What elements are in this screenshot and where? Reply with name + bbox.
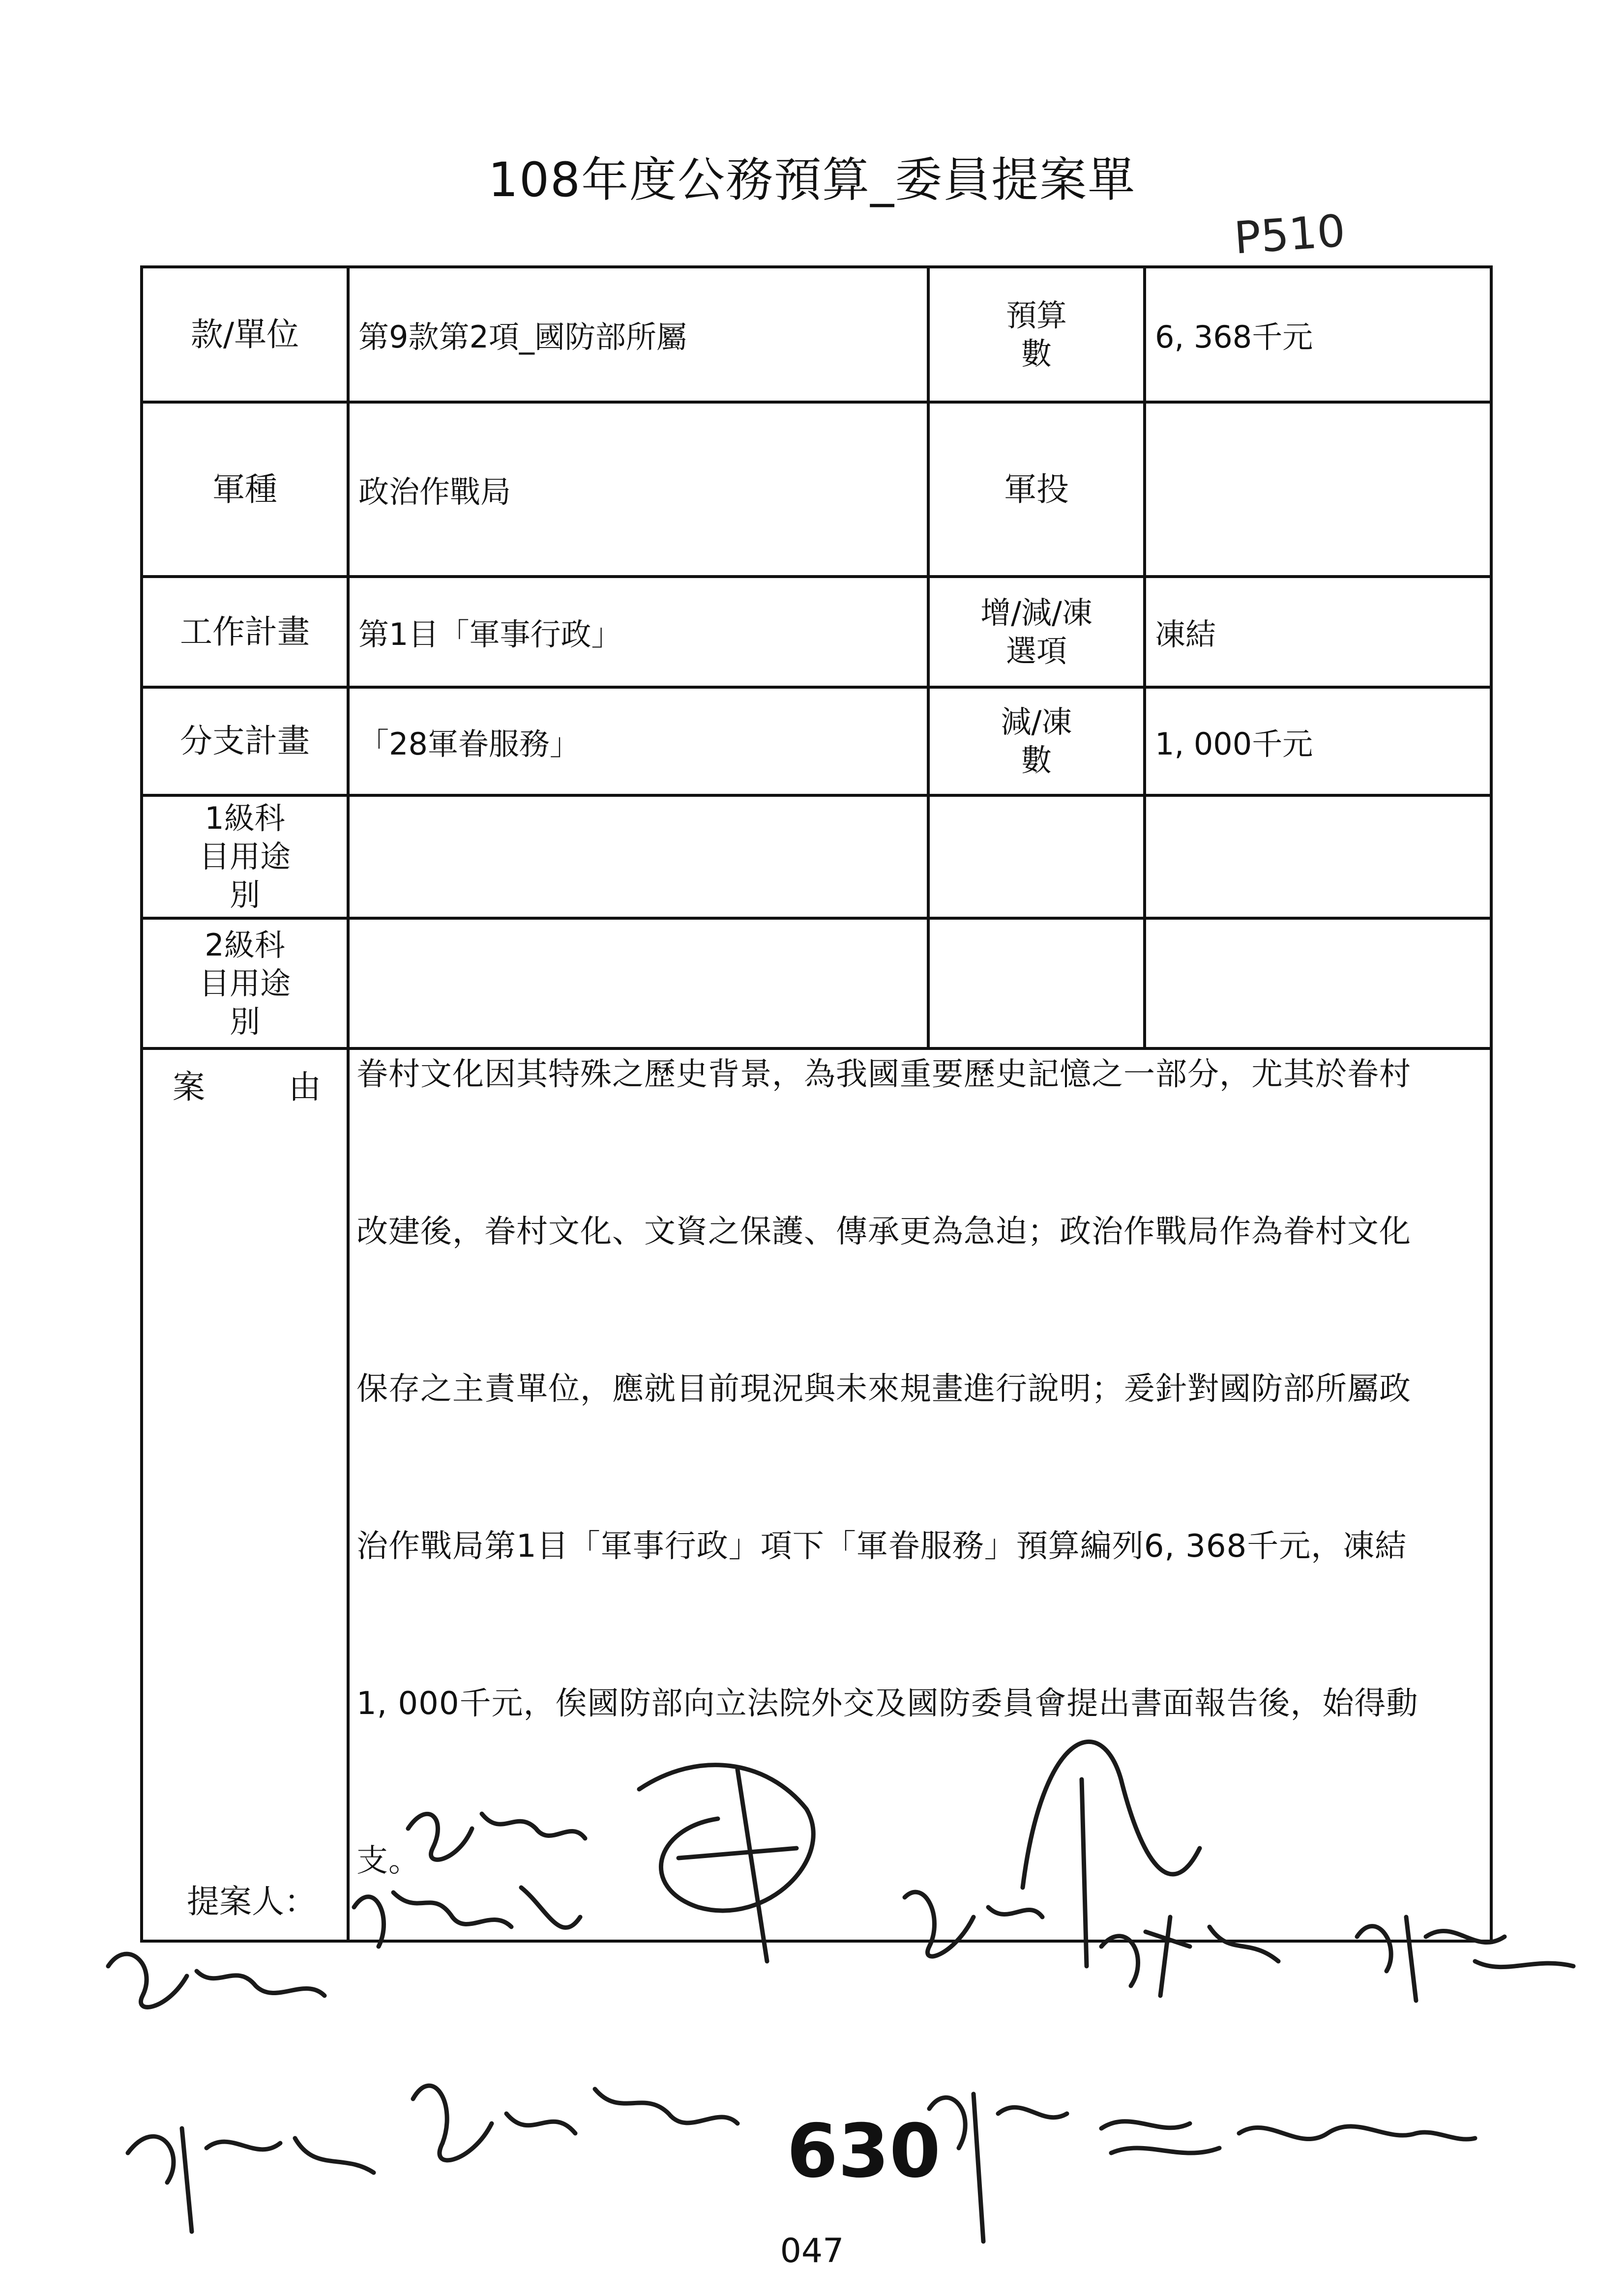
reason-line: 1, 000千元，俟國防部向立法院外交及國防委員會提出書面報告後，始得動 [356,1686,1418,1722]
reason-line: 保存之主責單位，應就目前現況與未來規畫進行說明；爰針對國防部所屬政 [356,1371,1411,1407]
signature-stroke [408,1814,585,1860]
reason-label-b: 由 [289,1068,321,1106]
sub-plan-label: 分支計畫 [142,687,348,795]
work-plan-label: 工作計畫 [142,577,348,687]
signature-stroke [413,2086,738,2160]
reason-line: 改建後，眷村文化、文資之保護、傳承更為急迫；政治作戰局作為眷村文化 [356,1214,1411,1250]
signature-stroke [354,1888,580,1947]
work-plan-value: 第1目「軍事行政」 [348,577,928,687]
proposer-label: 提案人： [187,1883,317,1920]
section-value: 第9款第2項_國防部所屬 [348,267,928,402]
option-value: 凍結 [1145,577,1491,687]
reason-label-a: 案 [173,1068,205,1106]
page-reference-note: P510 [1232,205,1347,264]
sub-plan-value: 「28軍眷服務」 [348,687,928,795]
page-number: 047 [780,2232,844,2270]
signature-stroke [128,2128,374,2232]
level2-label: 2級科目用途別 [142,918,348,1048]
reason-line: 支。 [356,1843,420,1879]
section-label: 款/單位 [142,267,348,402]
investment-label: 軍投 [928,402,1145,577]
option-label: 增/減/凍選項 [928,577,1145,687]
signature-stroke [1101,1917,1278,1996]
signature-stroke [905,1892,1042,1956]
service-label: 軍種 [142,402,348,577]
signature-stroke [639,1765,813,1961]
reduce-freeze-value: 1, 000千元 [1145,687,1491,795]
level1-label: 1級科目用途別 [142,795,348,918]
signature-stroke [1357,1917,1573,2001]
page-title: 108年度公務預算_委員提案單 [488,152,1136,207]
service-value: 政治作戰局 [348,402,928,577]
reduce-freeze-label: 減/凍數 [928,687,1145,795]
signature-stroke [1023,1742,1200,1966]
signature-stroke [108,1954,325,2007]
reason-line: 治作戰局第1目「軍事行政」項下「軍眷服務」預算編列6, 368千元，凍結 [356,1528,1407,1565]
budget-value: 6, 368千元 [1145,267,1491,402]
handwritten-number: 630 [787,2109,941,2194]
signature-stroke [929,2094,1067,2241]
budget-label: 預算數 [928,267,1145,402]
signature-stroke [1101,2122,1475,2153]
reason-line: 眷村文化因其特殊之歷史背景，為我國重要歷史記憶之一部分，尤其於眷村 [356,1056,1411,1093]
